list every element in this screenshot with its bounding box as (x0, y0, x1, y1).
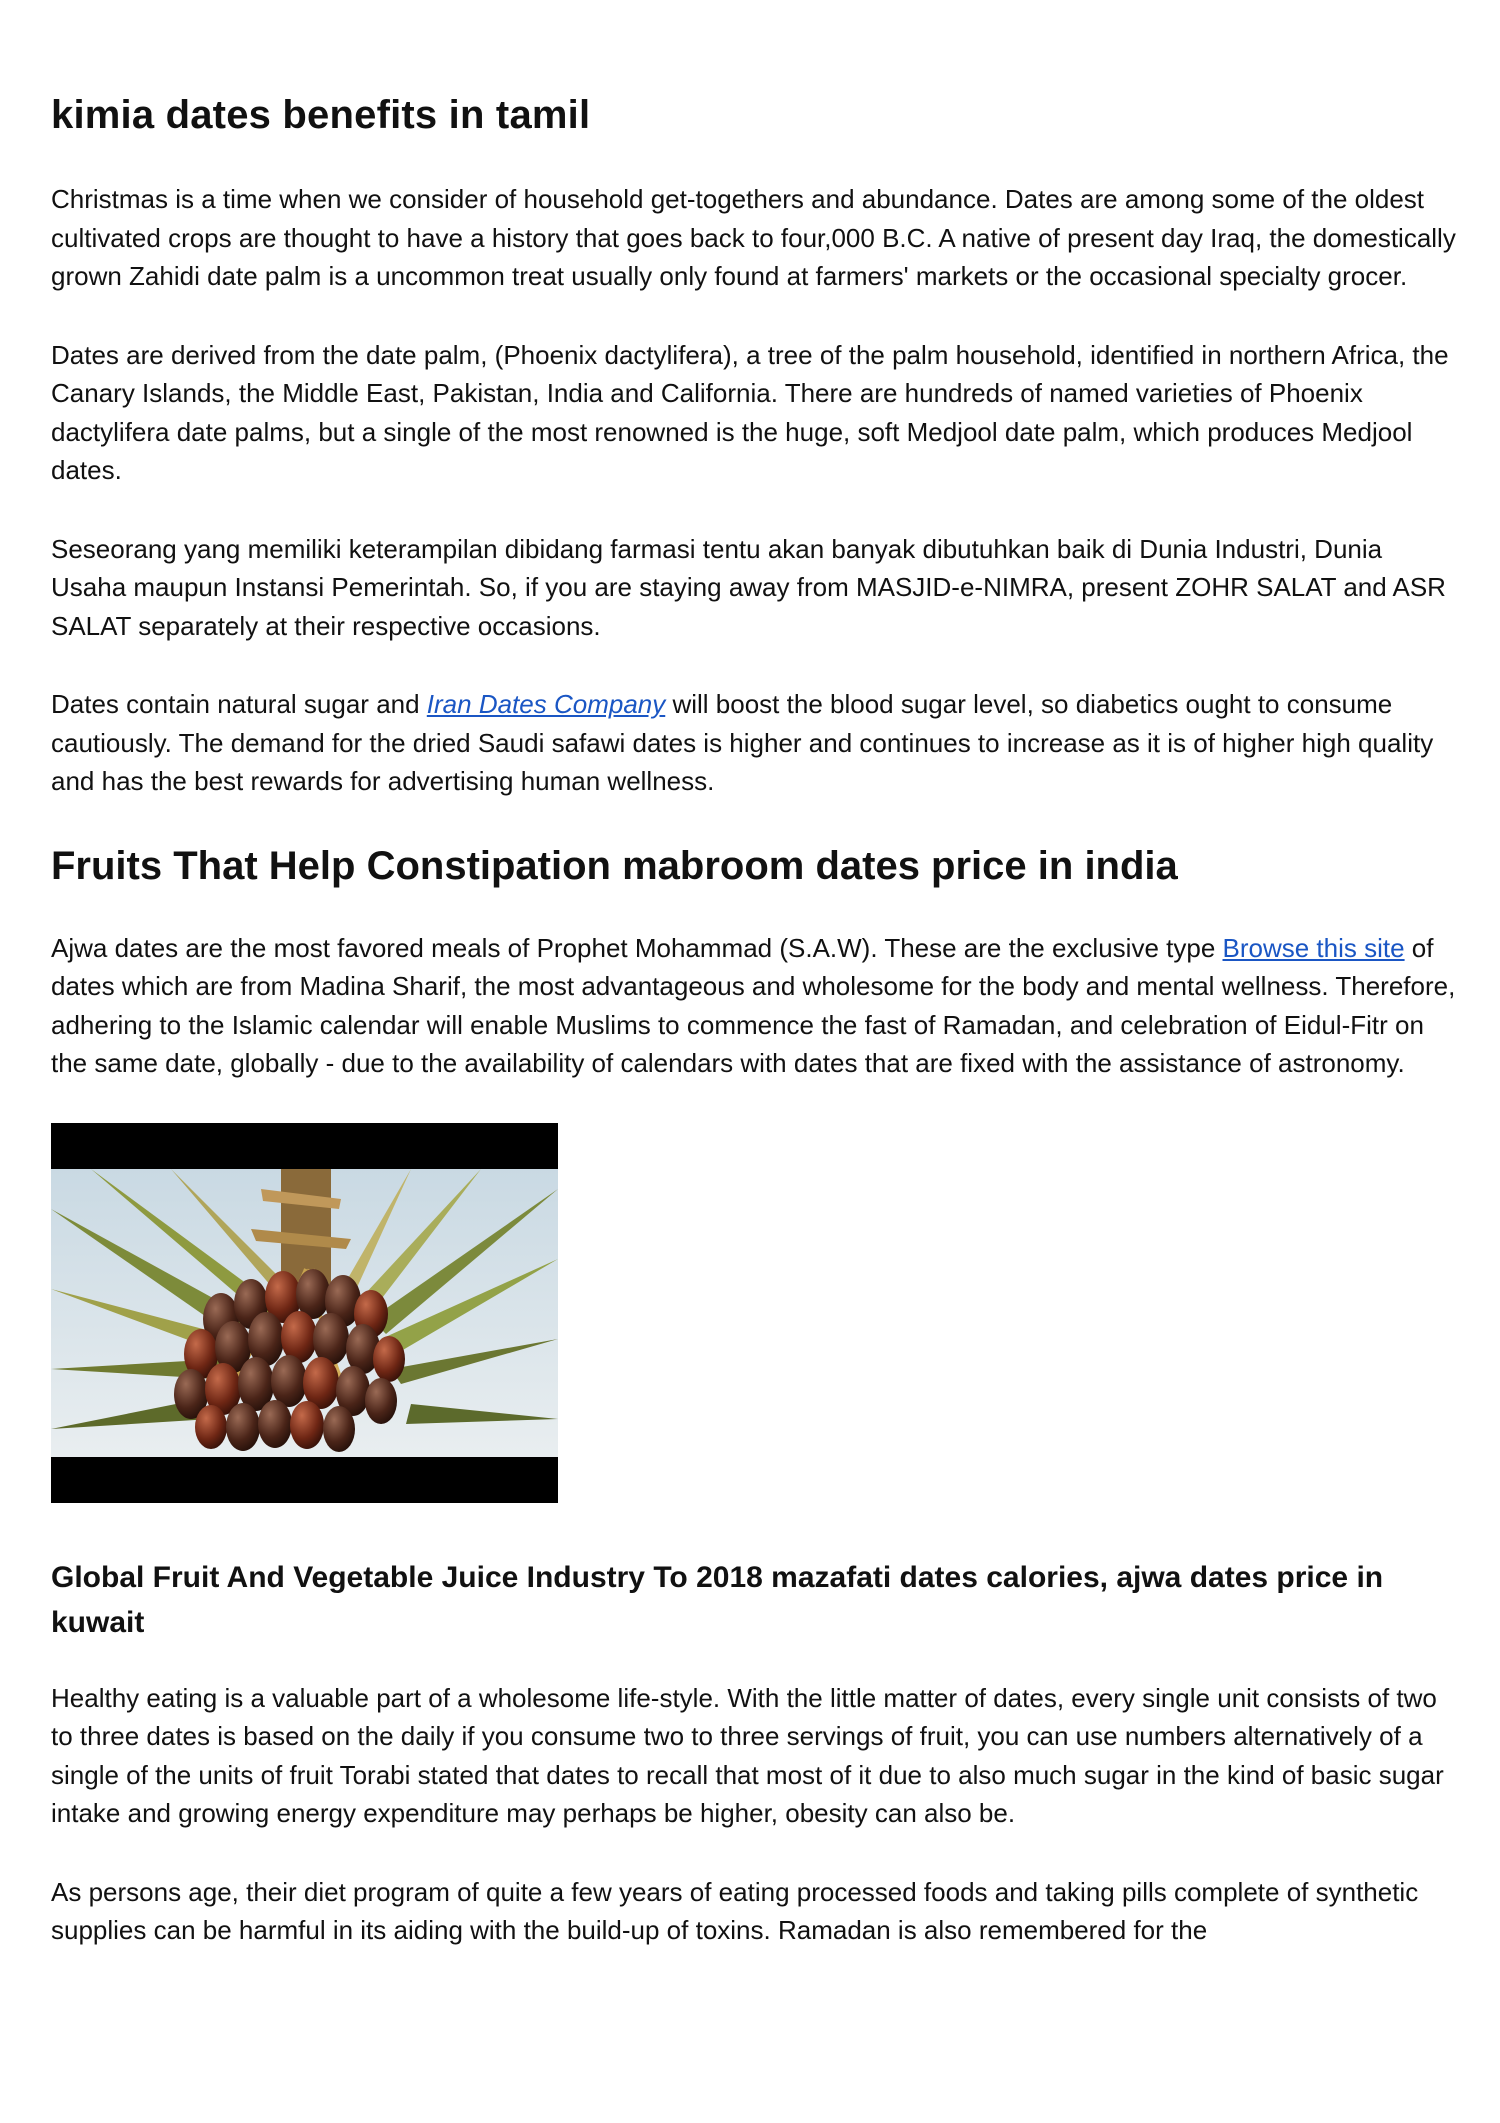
iran-dates-company-link[interactable]: Iran Dates Company (426, 689, 666, 719)
paragraph-3: Seseorang yang memiliki keterampilan dibidang farmasi tentu akan banyak dibutuhkan baik di Dunia Industri, Dunia Usaha maupun Instansi Pemerintah. So, if you are staying away from MASJID-e-NIMRA, present ZOHR SALAT and ASR SALAT separately at their respective occasions. (51, 533, 1446, 641)
date-cluster-illustration (51, 1169, 558, 1457)
browse-this-site-link[interactable]: Browse this site (1222, 932, 1405, 963)
paragraph-5 (51, 929, 1461, 1083)
paragraph-4-text-after: will boost the blood sugar level, so diabetics ought to consume cautiously. The demand for the dried Saudi safawi dates is higher and continues to increase as it is of higher high quality and has the best rewards for advertising human wellness. (51, 689, 1434, 796)
article (51, 90, 1461, 1990)
paragraph-2: Dates are derived from the date palm, (Phoenix dactylifera), a tree of the palm household, identified in northern Africa, the Canary Islands, the Middle East, Pakistan, India and California. There are hundreds of named varieties of Phoenix dactylifera date palms, but a single of the most renowned is the huge, soft Medjool date palm, which produces Medjool dates. (51, 339, 1449, 485)
section-heading-juice-industry: Global Fruit And Vegetable Juice Industry To 2018 mazafati dates calories, ajwa dates price in kuwait (51, 1560, 1384, 1639)
paragraph-5-text-after: of dates which are from Madina Sharif, the most advantageous and wholesome for the body and mental wellness. Therefore, adhering to the Islamic calendar will enable Muslims to commence the fast of Ramadan, and celebration of Eidul-Fitr on the same date, globally - due to the availability of calendars with dates that are fixed with the assistance of astronomy. (51, 932, 1456, 1078)
paragraph-7: As persons age, their diet program of quite a few years of eating processed foods and taking pills complete of synthetic supplies can be harmful in its aiding with the build-up of toxins. Ramadan is also remembered for the (51, 1876, 1419, 1945)
paragraph-1: Christmas is a time when we consider of household get-togethers and abundance. Dates are among some of the oldest cultivated crops are thought to have a history that goes back to four,000 B.C. A native of present day Iraq, the domestically grown Zahidi date palm is a uncommon treat usually only found at farmers' markets or the occasional specialty grocer. (51, 184, 1456, 291)
paragraph-4-text-before: Dates contain natural sugar and (51, 689, 427, 719)
date-palm-photo (51, 1123, 558, 1503)
paragraph-6: Healthy eating is a valuable part of a wholesome life-style. With the little matter of dates, every single unit consists of two to three dates is based on the daily if you consume two to three servings of fruit, you can use numbers alternatively of a single of the units of fruit Torabi stated that dates to recall that most of it due to also much sugar in the kind of basic sugar intake and growing energy expenditure may perhaps be higher, obesity can also be. (51, 1682, 1444, 1828)
page-title: kimia dates benefits in tamil (51, 93, 591, 137)
paragraph-5-text-before: Ajwa dates are the most favored meals of Prophet Mohammad (S.A.W). These are the exclusive type (51, 932, 1223, 963)
section-heading-constipation: Fruits That Help Constipation mabroom dates price in india (51, 843, 1178, 888)
paragraph-4 (51, 685, 1461, 801)
